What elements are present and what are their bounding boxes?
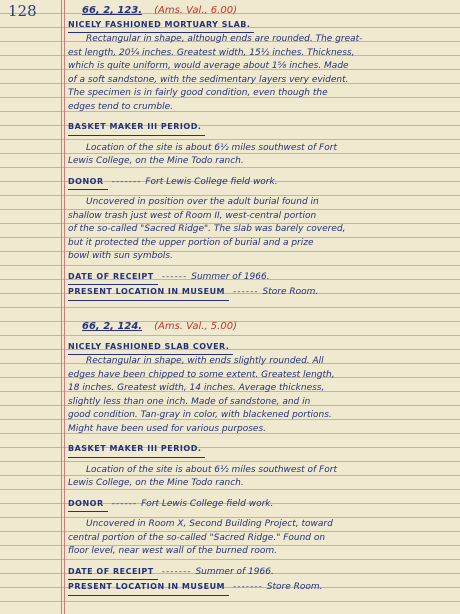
notes-line: Uncovered in Room X, Second Building Project, toward (86, 519, 333, 529)
period-label: BASKET MAKER III PERIOD. (68, 442, 205, 458)
description-line: good condition. Tan-gray in color, with blackened portions. (68, 410, 332, 420)
notes-line: bowl with sun symbols. (68, 251, 173, 261)
catalog-number: 66, 2, 124. (82, 321, 143, 332)
receipt-value: Summer of 1966. (195, 566, 274, 577)
description-line: edges tend to crumble. (68, 101, 174, 112)
description-line: slightly less than one inch. Made of sandstone, and in (68, 396, 311, 407)
description-line: Might have been used for various purposes. (68, 423, 267, 434)
receipt-row: DATE OF RECEIPT ------ Summer of 1966. (68, 270, 450, 286)
location-line: Lewis College, on the Mine Todo ranch. (68, 478, 244, 488)
museum-row: PRESENT LOCATION IN MUSEUM ------ Store Room. (68, 285, 450, 301)
entry-header (68, 320, 450, 334)
notes-line: central portion of the so-called "Sacred Ridge." Found on (68, 532, 326, 543)
description-line: The specimen is in fairly good condition, even though the (68, 88, 328, 98)
entry-header (68, 4, 450, 18)
period-label: BASKET MAKER III PERIOD. (68, 120, 205, 136)
notes-line: floor level, near west wall of the burned room. (68, 546, 277, 556)
notes-line: but it protected the upper portion of burial and a prize (68, 237, 314, 248)
museum-value: Store Room. (262, 287, 319, 297)
description-line: Rectangular in shape, although ends are rounded. The great- (86, 34, 363, 44)
catalog-entry (68, 320, 450, 596)
entry-title: NICELY FASHIONED MORTUARY SLAB. (68, 18, 254, 34)
museum-value: Store Room. (266, 582, 323, 592)
donor-row: DONOR ------- Fort Lewis College field work. (68, 175, 450, 191)
donor-value: Fort Lewis College field work. (141, 498, 274, 509)
museum-label: PRESENT LOCATION IN MUSEUM (68, 580, 229, 596)
receipt-label: DATE OF RECEIPT (68, 270, 158, 286)
description-line: 18 inches. Greatest width, 14 inches. Average thickness, (68, 383, 325, 393)
notes-line: of the so-called "Sacred Ridge". The slab was barely covered, (68, 224, 346, 234)
location-line: Location of the site is about 6½ miles southwest of Fort (86, 464, 337, 475)
receipt-row: DATE OF RECEIPT ------- Summer of 1966. (68, 565, 450, 581)
notes-line: shallow trash just west of Room II, west-central portion (68, 210, 317, 221)
donor-value: Fort Lewis College field work. (145, 176, 278, 187)
entry-title: NICELY FASHIONED SLAB COVER. (68, 340, 233, 356)
donor-label: DONOR (68, 497, 108, 513)
location-line: Lewis College, on the Mine Todo ranch. (68, 156, 244, 166)
description-line: of a soft sandstone, with the sedimentary layers very evident. (68, 74, 349, 85)
appraised-value: (Ams. Val., 6.00) (154, 5, 237, 16)
notes-line: Uncovered in position over the adult burial found in (86, 197, 319, 207)
location-line: Location of the site is about 6½ miles southwest of Fort (86, 142, 337, 153)
description-line: est length, 20¼ inches. Greatest width, 15½ inches. Thickness, (68, 47, 355, 58)
catalog-entry (68, 4, 450, 301)
description-line: which is quite uniform, would average about 1⅝ inches. Made (68, 61, 349, 71)
description-line: Rectangular in shape, with ends slightly rounded. All (86, 356, 324, 366)
museum-label: PRESENT LOCATION IN MUSEUM (68, 285, 229, 301)
donor-label: DONOR (68, 175, 108, 191)
page-number: 128 (8, 2, 37, 20)
donor-row: DONOR ------ Fort Lewis College field work. (68, 497, 450, 513)
receipt-label: DATE OF RECEIPT (68, 565, 158, 581)
appraised-value: (Ams. Val., 5.00) (154, 321, 237, 332)
receipt-value: Summer of 1966. (191, 271, 270, 282)
catalog-number: 66, 2, 123. (82, 5, 143, 16)
description-line: edges have been chipped to some extent. Greatest length, (68, 369, 335, 380)
museum-row: PRESENT LOCATION IN MUSEUM ------- Store Room. (68, 580, 450, 596)
